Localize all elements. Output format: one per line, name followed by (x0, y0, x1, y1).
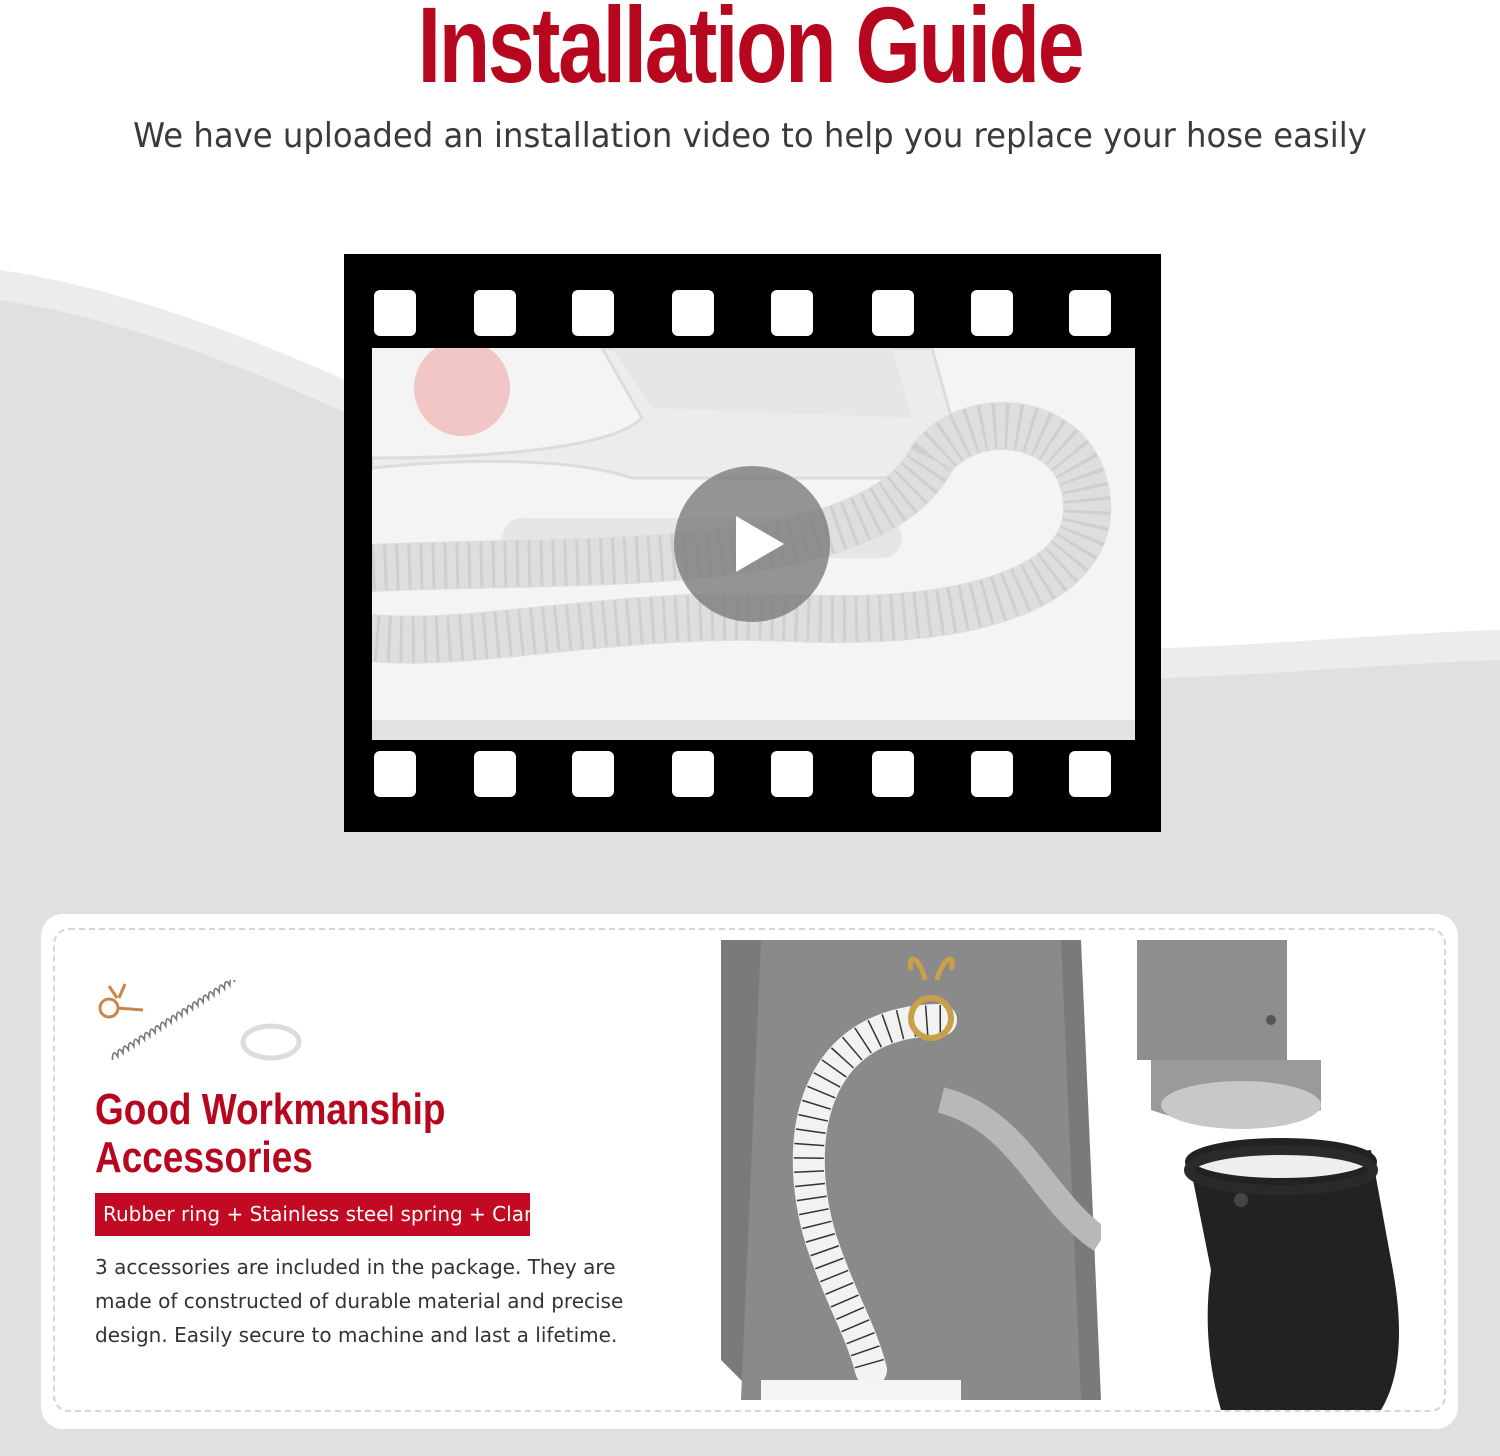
sprocket-hole (672, 290, 714, 336)
video-player[interactable] (344, 254, 1161, 832)
heading-line-2: Accessories (95, 1133, 313, 1182)
sprocket-hole (1069, 290, 1111, 336)
sprocket-hole (572, 290, 614, 336)
sprocket-hole (672, 751, 714, 797)
sprocket-hole (771, 290, 813, 336)
video-thumbnail[interactable] (372, 348, 1135, 740)
accessories-icon (95, 980, 305, 1070)
sprocket-hole (971, 751, 1013, 797)
accessories-heading (95, 1086, 445, 1182)
page-title: Installation Guide (417, 0, 1083, 105)
play-button[interactable] (674, 466, 830, 622)
sprocket-hole (771, 751, 813, 797)
sprocket-hole (971, 290, 1013, 336)
sprocket-hole (872, 751, 914, 797)
heading-line-1: Good Workmanship (95, 1085, 446, 1134)
sprocket-hole (1069, 751, 1111, 797)
sprocket-hole (474, 751, 516, 797)
accessories-card (41, 914, 1458, 1429)
accessories-badge: Rubber ring + Stainless steel spring + Clamp (95, 1193, 530, 1236)
accessories-description: 3 accessories are included in the package. They are made of constructed of durable material and precise design. Easily secure to machine and last a lifetime. (95, 1255, 624, 1347)
sprocket-hole (872, 290, 914, 336)
sprocket-hole (374, 751, 416, 797)
sprocket-hole (572, 751, 614, 797)
hose-installed-photo (681, 940, 1101, 1400)
play-icon (674, 466, 830, 622)
sprocket-hole (474, 290, 516, 336)
connector-photo (1131, 940, 1421, 1410)
page-subtitle: We have uploaded an installation video to help you replace your hose easily (133, 116, 1367, 156)
sprocket-hole (374, 290, 416, 336)
